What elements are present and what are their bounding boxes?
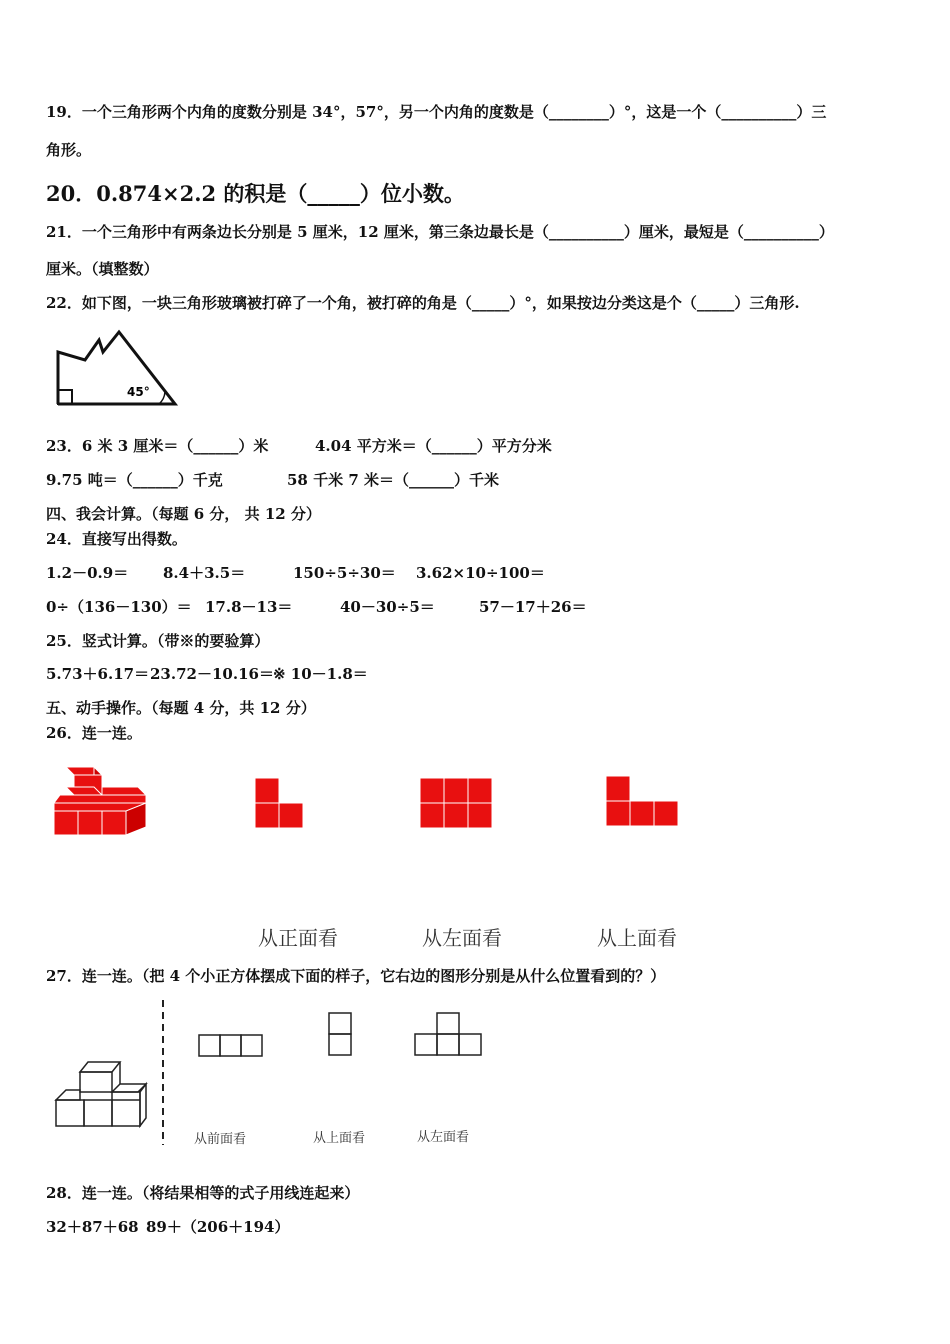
q25-item2: 23.72－10.16＝ (150, 665, 274, 683)
q28-expr2: 89＋（206＋194） (146, 1218, 290, 1236)
q25-title: 25．竖式计算。（带※的要验算） (46, 632, 270, 650)
q24-r1c3: 150÷5÷30＝ (293, 564, 396, 582)
view-t-shape (414, 1012, 484, 1058)
q27-view-top: 从上面看 (313, 1131, 366, 1146)
red-view-l-small (255, 778, 305, 830)
q28-expr1: 32＋87＋68 (46, 1218, 139, 1236)
q28-title: 28．连一连。（将结果相等的式子用线连起来） (46, 1184, 360, 1202)
view-two-vertical (328, 1012, 354, 1058)
q26-view-top: 从上面看 (597, 926, 677, 950)
section4-heading: 四、我会计算。（每题 6 分， 共 12 分） (46, 505, 321, 523)
q25-item1: 5.73＋6.17＝ (46, 665, 150, 683)
q24-r1c2: 8.4＋3.5＝ (163, 564, 246, 582)
q23-a: 23．6 米 3 厘米＝（______）米 (46, 437, 269, 455)
q22-text: 22．如下图，一块三角形玻璃被打碎了一个角，被打碎的角是（_____）°，如果按边分类这是个（_____）三角形. (46, 294, 800, 312)
angle-label: 45° (127, 385, 150, 399)
q24-r2c3: 40－30÷5＝ (340, 598, 435, 616)
q23-b: 4.04 平方米＝（______）平方分米 (315, 437, 552, 455)
view-three-in-row (198, 1034, 266, 1058)
broken-triangle-figure (55, 330, 180, 410)
q24-r2c2: 17.8－13＝ (205, 598, 293, 616)
q24-r2c1: 0÷（136－130）＝ (46, 598, 192, 616)
section5-heading: 五、动手操作。（每题 4 分，共 12 分） (46, 699, 316, 717)
q25-item3: ※ 10－1.8＝ (273, 665, 368, 683)
dashed-divider (160, 1000, 166, 1145)
q23-d: 58 千米 7 米＝（______）千米 (287, 471, 499, 489)
q27-view-front: 从前面看 (194, 1132, 247, 1147)
q27-title: 27．连一连。（把 4 个小正方体摆成下面的样子，它右边的图形分别是从什么位置看到的？） (46, 967, 666, 985)
q21-line1: 21．一个三角形中有两条边长分别是 5 厘米，12 厘米，第三条边最长是（__________）厘米，最短是（__________） (46, 223, 834, 241)
q26-view-front: 从正面看 (258, 926, 338, 950)
q19-line2: 角形。 (46, 141, 92, 159)
cube-stack-figure (54, 1058, 154, 1130)
q24-r1c1: 1.2－0.9＝ (46, 564, 129, 582)
q21-line2: 厘米。（填整数） (46, 260, 159, 278)
red-cube-solid (52, 765, 152, 837)
q20-text: 20．0.874×2.2 的积是（_____）位小数。 (46, 181, 465, 206)
q26-title: 26．连一连。 (46, 724, 142, 742)
red-view-2x3-grid (420, 778, 494, 830)
q24-r2c4: 57－17＋26＝ (479, 598, 587, 616)
q26-view-left: 从左面看 (422, 926, 502, 950)
q23-c: 9.75 吨＝（______）千克 (46, 471, 223, 489)
red-view-l-wide (606, 776, 680, 828)
q24-title: 24．直接写出得数。 (46, 530, 187, 548)
q24-r1c4: 3.62×10÷100＝ (416, 564, 545, 582)
q27-view-left: 从左面看 (417, 1130, 470, 1145)
q19-line1: 19．一个三角形两个内角的度数分别是 34°，57°，另一个内角的度数是（________）°，这是一个（__________）三 (46, 103, 827, 121)
